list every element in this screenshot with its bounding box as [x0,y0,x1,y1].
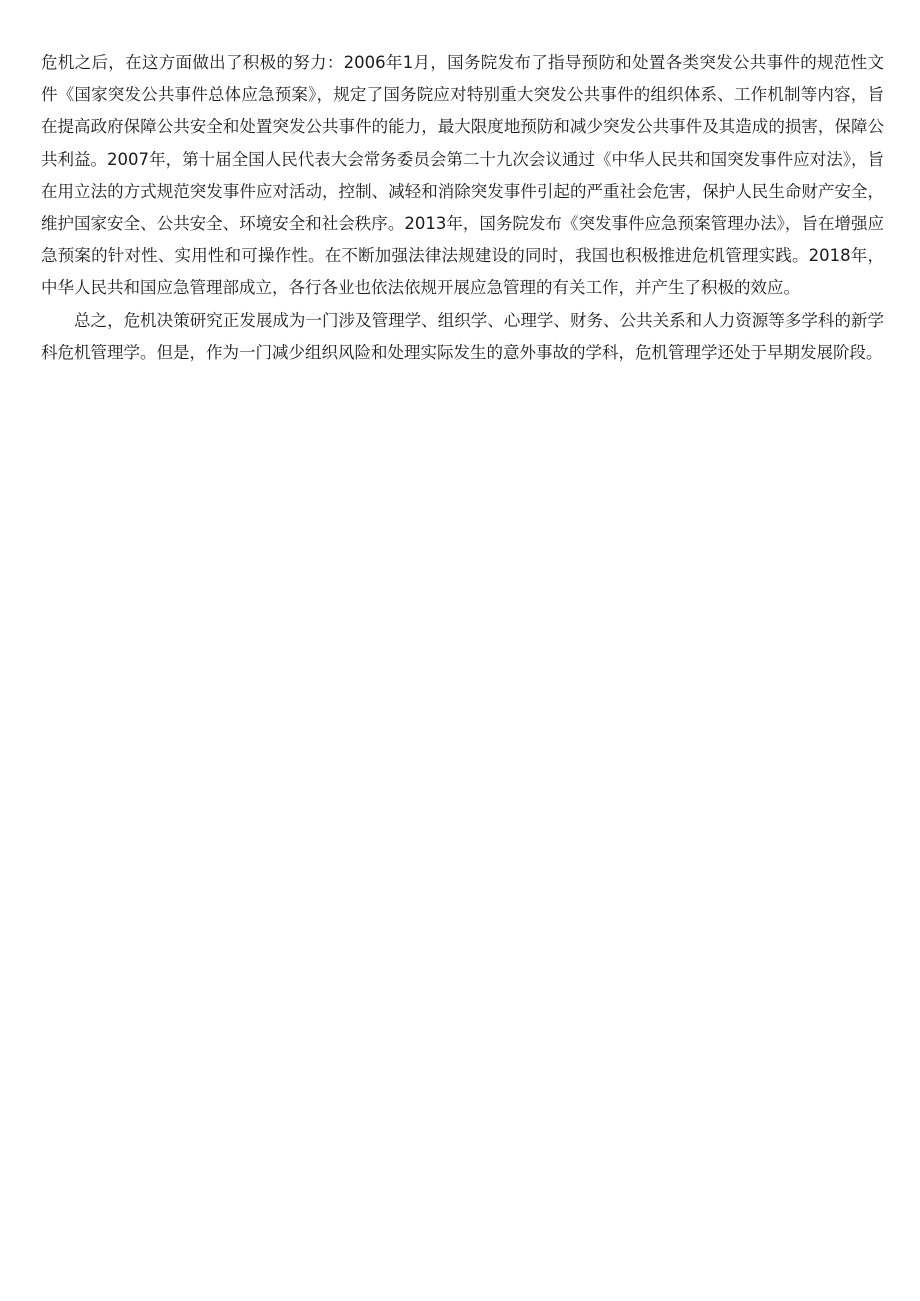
document-body [41,47,884,369]
paragraph-continuation: 危机之后，在这方面做出了积极的努力：2006年1月，国务院发布了指导预防和处置各类突发公共事件的规范性文件《国家突发公共事件总体应急预案》，规定了国务院应对特别重大突发公共事件的组织体系、工作机制等内容，旨在提高政府保障公共安全和处置突发公共事件的能力，最大限度地预防和减少突发公共事件及其造成的损害，保障公共利益。2007年，第十届全国人民代表大会常务委员会第二十九次会议通过《中华人民共和国突发事件应对法》，旨在用立法的方式规范突发事件应对活动，控制、减轻和消除突发事件引起的严重社会危害，保护人民生命财产安全，维护国家安全、公共安全、环境安全和社会秩序。2013年，国务院发布《突发事件应急预案管理办法》，旨在增强应急预案的针对性、实用性和可操作性。在不断加强法律法规建设的同时，我国也积极推进危机管理实践。2018年，中华人民共和国应急管理部成立，各行各业也依法依规开展应急管理的有关工作，并产生了积极的效应。 [41,53,884,298]
paragraph-conclusion: 总之，危机决策研究正发展成为一门涉及管理学、组织学、心理学、财务、公共关系和人力资源等多学科的新学科危机管理学。但是，作为一门减少组织风险和处理实际发生的意外事故的学科，危机管理学还处于早期发展阶段。 [41,310,884,362]
